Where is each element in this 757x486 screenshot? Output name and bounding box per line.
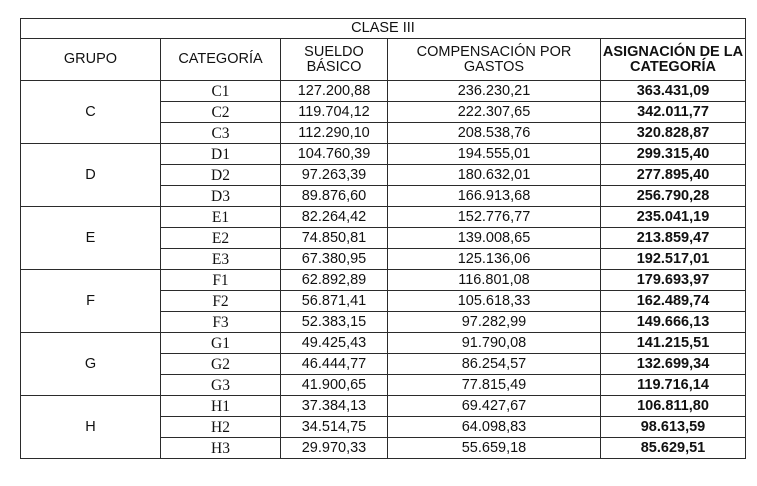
sueldo-basico-cell: 29.970,33	[281, 438, 388, 459]
asignacion-cell: 85.629,51	[601, 438, 746, 459]
table-title: CLASE III	[21, 19, 746, 39]
compensacion-cell: 125.136,06	[388, 249, 601, 270]
header-asignacion: ASIGNACIÓN DE LA CATEGORÍA	[601, 39, 746, 81]
category-cell: H1	[161, 396, 281, 417]
header-categoria: CATEGORÍA	[161, 39, 281, 81]
header-sueldo-basico: SUELDO BÁSICO	[281, 39, 388, 81]
group-cell: E	[21, 207, 161, 270]
group-cell: C	[21, 81, 161, 144]
sueldo-basico-cell: 37.384,13	[281, 396, 388, 417]
sueldo-basico-cell: 41.900,65	[281, 375, 388, 396]
table-row	[21, 144, 746, 165]
category-cell: F3	[161, 312, 281, 333]
asignacion-cell: 98.613,59	[601, 417, 746, 438]
compensacion-cell: 139.008,65	[388, 228, 601, 249]
compensacion-cell: 152.776,77	[388, 207, 601, 228]
salary-table-body	[21, 19, 746, 459]
asignacion-cell: 363.431,09	[601, 81, 746, 102]
table-row	[21, 333, 746, 354]
category-cell: E2	[161, 228, 281, 249]
sueldo-basico-cell: 67.380,95	[281, 249, 388, 270]
compensacion-cell: 208.538,76	[388, 123, 601, 144]
category-cell: D1	[161, 144, 281, 165]
compensacion-cell: 180.632,01	[388, 165, 601, 186]
asignacion-cell: 299.315,40	[601, 144, 746, 165]
compensacion-cell: 64.098,83	[388, 417, 601, 438]
sueldo-basico-cell: 49.425,43	[281, 333, 388, 354]
category-cell: D2	[161, 165, 281, 186]
category-cell: H2	[161, 417, 281, 438]
group-cell: D	[21, 144, 161, 207]
header-grupo: GRUPO	[21, 39, 161, 81]
compensacion-cell: 97.282,99	[388, 312, 601, 333]
compensacion-cell: 55.659,18	[388, 438, 601, 459]
asignacion-cell: 141.215,51	[601, 333, 746, 354]
sueldo-basico-cell: 56.871,41	[281, 291, 388, 312]
asignacion-cell: 213.859,47	[601, 228, 746, 249]
asignacion-cell: 256.790,28	[601, 186, 746, 207]
asignacion-cell: 342.011,77	[601, 102, 746, 123]
sueldo-basico-cell: 62.892,89	[281, 270, 388, 291]
sueldo-basico-cell: 52.383,15	[281, 312, 388, 333]
table-row	[21, 207, 746, 228]
sueldo-basico-cell: 97.263,39	[281, 165, 388, 186]
group-cell: H	[21, 396, 161, 459]
sueldo-basico-cell: 127.200,88	[281, 81, 388, 102]
compensacion-cell: 105.618,33	[388, 291, 601, 312]
sueldo-basico-cell: 89.876,60	[281, 186, 388, 207]
category-cell: C3	[161, 123, 281, 144]
salary-table	[20, 18, 746, 459]
category-cell: G3	[161, 375, 281, 396]
compensacion-cell: 194.555,01	[388, 144, 601, 165]
asignacion-cell: 235.041,19	[601, 207, 746, 228]
category-cell: E1	[161, 207, 281, 228]
compensacion-cell: 116.801,08	[388, 270, 601, 291]
asignacion-cell: 132.699,34	[601, 354, 746, 375]
category-cell: C1	[161, 81, 281, 102]
category-cell: D3	[161, 186, 281, 207]
asignacion-cell: 320.828,87	[601, 123, 746, 144]
asignacion-cell: 106.811,80	[601, 396, 746, 417]
compensacion-cell: 77.815,49	[388, 375, 601, 396]
compensacion-cell: 91.790,08	[388, 333, 601, 354]
compensacion-cell: 222.307,65	[388, 102, 601, 123]
table-row	[21, 270, 746, 291]
table-row	[21, 396, 746, 417]
table-row	[21, 81, 746, 102]
sueldo-basico-cell: 34.514,75	[281, 417, 388, 438]
sueldo-basico-cell: 82.264,42	[281, 207, 388, 228]
sueldo-basico-cell: 104.760,39	[281, 144, 388, 165]
category-cell: F1	[161, 270, 281, 291]
group-cell: F	[21, 270, 161, 333]
asignacion-cell: 119.716,14	[601, 375, 746, 396]
compensacion-cell: 86.254,57	[388, 354, 601, 375]
compensacion-cell: 236.230,21	[388, 81, 601, 102]
sueldo-basico-cell: 74.850,81	[281, 228, 388, 249]
compensacion-cell: 166.913,68	[388, 186, 601, 207]
sueldo-basico-cell: 119.704,12	[281, 102, 388, 123]
asignacion-cell: 192.517,01	[601, 249, 746, 270]
sueldo-basico-cell: 46.444,77	[281, 354, 388, 375]
category-cell: E3	[161, 249, 281, 270]
title-row	[21, 19, 746, 39]
header-row	[21, 39, 746, 81]
category-cell: G1	[161, 333, 281, 354]
category-cell: G2	[161, 354, 281, 375]
group-cell: G	[21, 333, 161, 396]
category-cell: C2	[161, 102, 281, 123]
asignacion-cell: 162.489,74	[601, 291, 746, 312]
asignacion-cell: 277.895,40	[601, 165, 746, 186]
asignacion-cell: 179.693,97	[601, 270, 746, 291]
category-cell: F2	[161, 291, 281, 312]
asignacion-cell: 149.666,13	[601, 312, 746, 333]
compensacion-cell: 69.427,67	[388, 396, 601, 417]
header-compensacion: COMPENSACIÓN POR GASTOS	[388, 39, 601, 81]
sueldo-basico-cell: 112.290,10	[281, 123, 388, 144]
category-cell: H3	[161, 438, 281, 459]
